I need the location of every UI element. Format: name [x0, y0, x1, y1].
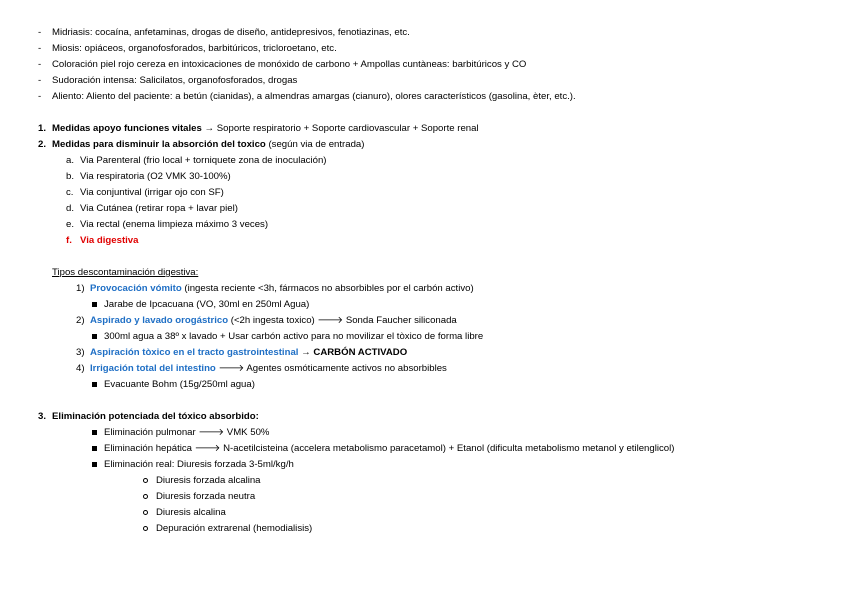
list-letter: d.: [66, 203, 75, 214]
square-bullet-icon: [92, 382, 97, 387]
list-item: Diuresis alcalina: [156, 507, 226, 518]
list-letter: f.: [66, 235, 72, 246]
list-item: Eliminación pulmonar 🡒 VMK 50%: [104, 427, 270, 438]
square-bullet-icon: [92, 430, 97, 435]
list-item: Aspirado y lavado orogástrico (<2h ingesta toxico) 🡒 Sonda Faucher siliconada: [90, 315, 457, 326]
list-item: Aspiración tòxico en el tracto gastrointestinal → CARBÓN ACTIVADO: [90, 347, 408, 358]
section-3-heading: Eliminación potenciada del tóxico absorbido:: [52, 411, 259, 422]
arrow-icon: 🡒: [194, 443, 221, 454]
arrow-icon: →: [204, 123, 215, 134]
list-dash: -: [38, 91, 42, 102]
list-item: Via rectal (enema limpieza máximo 3 veces): [80, 219, 269, 230]
list-number: 1): [76, 283, 85, 294]
list-number: 3): [76, 347, 85, 358]
arrow-icon: 🡒: [317, 315, 344, 326]
list-item: Diuresis forzada alcalina: [156, 475, 261, 486]
square-bullet-icon: [92, 446, 97, 451]
list-letter: b.: [66, 171, 75, 182]
list-letter: c.: [66, 187, 74, 198]
list-dash: -: [38, 59, 42, 70]
list-dash: -: [38, 75, 42, 86]
circle-bullet-icon: [143, 494, 148, 499]
list-item: Eliminación real: Diuresis forzada 3-5ml/kg/h: [104, 459, 294, 470]
arrow-icon: →: [301, 347, 311, 358]
list-dash: -: [38, 43, 42, 54]
list-item: Via Cutánea (retirar ropa + lavar piel): [80, 203, 238, 214]
list-item: Via Parenteral (frio local + torniquete zona de inoculación): [80, 155, 327, 166]
list-item: Eliminación hepática 🡒 N-acetilcisteina (accelera metabolismo paracetamol) + Etanol (dificulta metabolismo metanol y etilenglicol): [104, 443, 675, 454]
section-number: 1.: [38, 123, 47, 134]
section-2-heading: Medidas para disminuir la absorción del toxico (según via de entrada): [52, 139, 365, 150]
list-item: Depuración extrarenal (hemodialisis): [156, 523, 313, 534]
list-item: Midriasis: cocaína, anfetaminas, drogas de diseño, antidepresivos, fenotiazinas, etc.: [52, 27, 410, 38]
square-bullet-icon: [92, 302, 97, 307]
list-item: Diuresis forzada neutra: [156, 491, 256, 502]
circle-bullet-icon: [143, 526, 148, 531]
section-1-heading: Medidas apoyo funciones vitales → Soporte respiratorio + Soporte cardiovascular + Soporte renal: [52, 123, 479, 134]
subheading: Tipos descontaminación digestiva:: [52, 267, 199, 278]
section-number: 3.: [38, 411, 47, 422]
list-number: 2): [76, 315, 85, 326]
list-item: Via conjuntival (irrigar ojo con SF): [80, 187, 224, 198]
list-item: Coloración piel rojo cereza en intoxicaciones de monóxido de carbono + Ampollas cuntàneas: barbitúricos y CO: [52, 59, 527, 70]
list-item: 300ml agua a 38º x lavado + Usar carbón activo para no movilizar el tòxico de forma libre: [104, 331, 484, 342]
section-number: 2.: [38, 139, 47, 150]
list-item: Sudoración intensa: Salicilatos, organofosforados, drogas: [52, 75, 298, 86]
list-item: Jarabe de Ipcacuana (VO, 30ml en 250ml Agua): [104, 299, 310, 310]
circle-bullet-icon: [143, 478, 148, 483]
list-item: Evacuante Bohm (15g/250ml agua): [104, 379, 255, 390]
list-letter: e.: [66, 219, 75, 230]
square-bullet-icon: [92, 462, 97, 467]
circle-bullet-icon: [143, 510, 148, 515]
list-item: Via respiratoria (O2 VMK 30-100%): [80, 171, 231, 182]
arrow-icon: 🡒: [198, 427, 225, 438]
list-item: Irrigación total del intestino 🡒 Agentes osmóticamente activos no absorbibles: [90, 363, 447, 374]
list-number: 4): [76, 363, 85, 374]
arrow-icon: 🡒: [218, 363, 245, 374]
square-bullet-icon: [92, 334, 97, 339]
list-letter: a.: [66, 155, 75, 166]
list-item: Provocación vómito (ingesta reciente <3h, fármacos no absorbibles por el carbón activo): [90, 283, 474, 294]
list-dash: -: [38, 27, 42, 38]
list-item: Aliento: Aliento del paciente: a betún (cianidas), a almendras amargas (cianuro), olores característicos (gasolina, èter, etc.).: [52, 91, 576, 102]
list-item-highlight: Via digestiva: [80, 235, 139, 246]
list-item: Miosis: opiáceos, organofosforados, barbitúricos, tricloroetano, etc.: [52, 43, 337, 54]
